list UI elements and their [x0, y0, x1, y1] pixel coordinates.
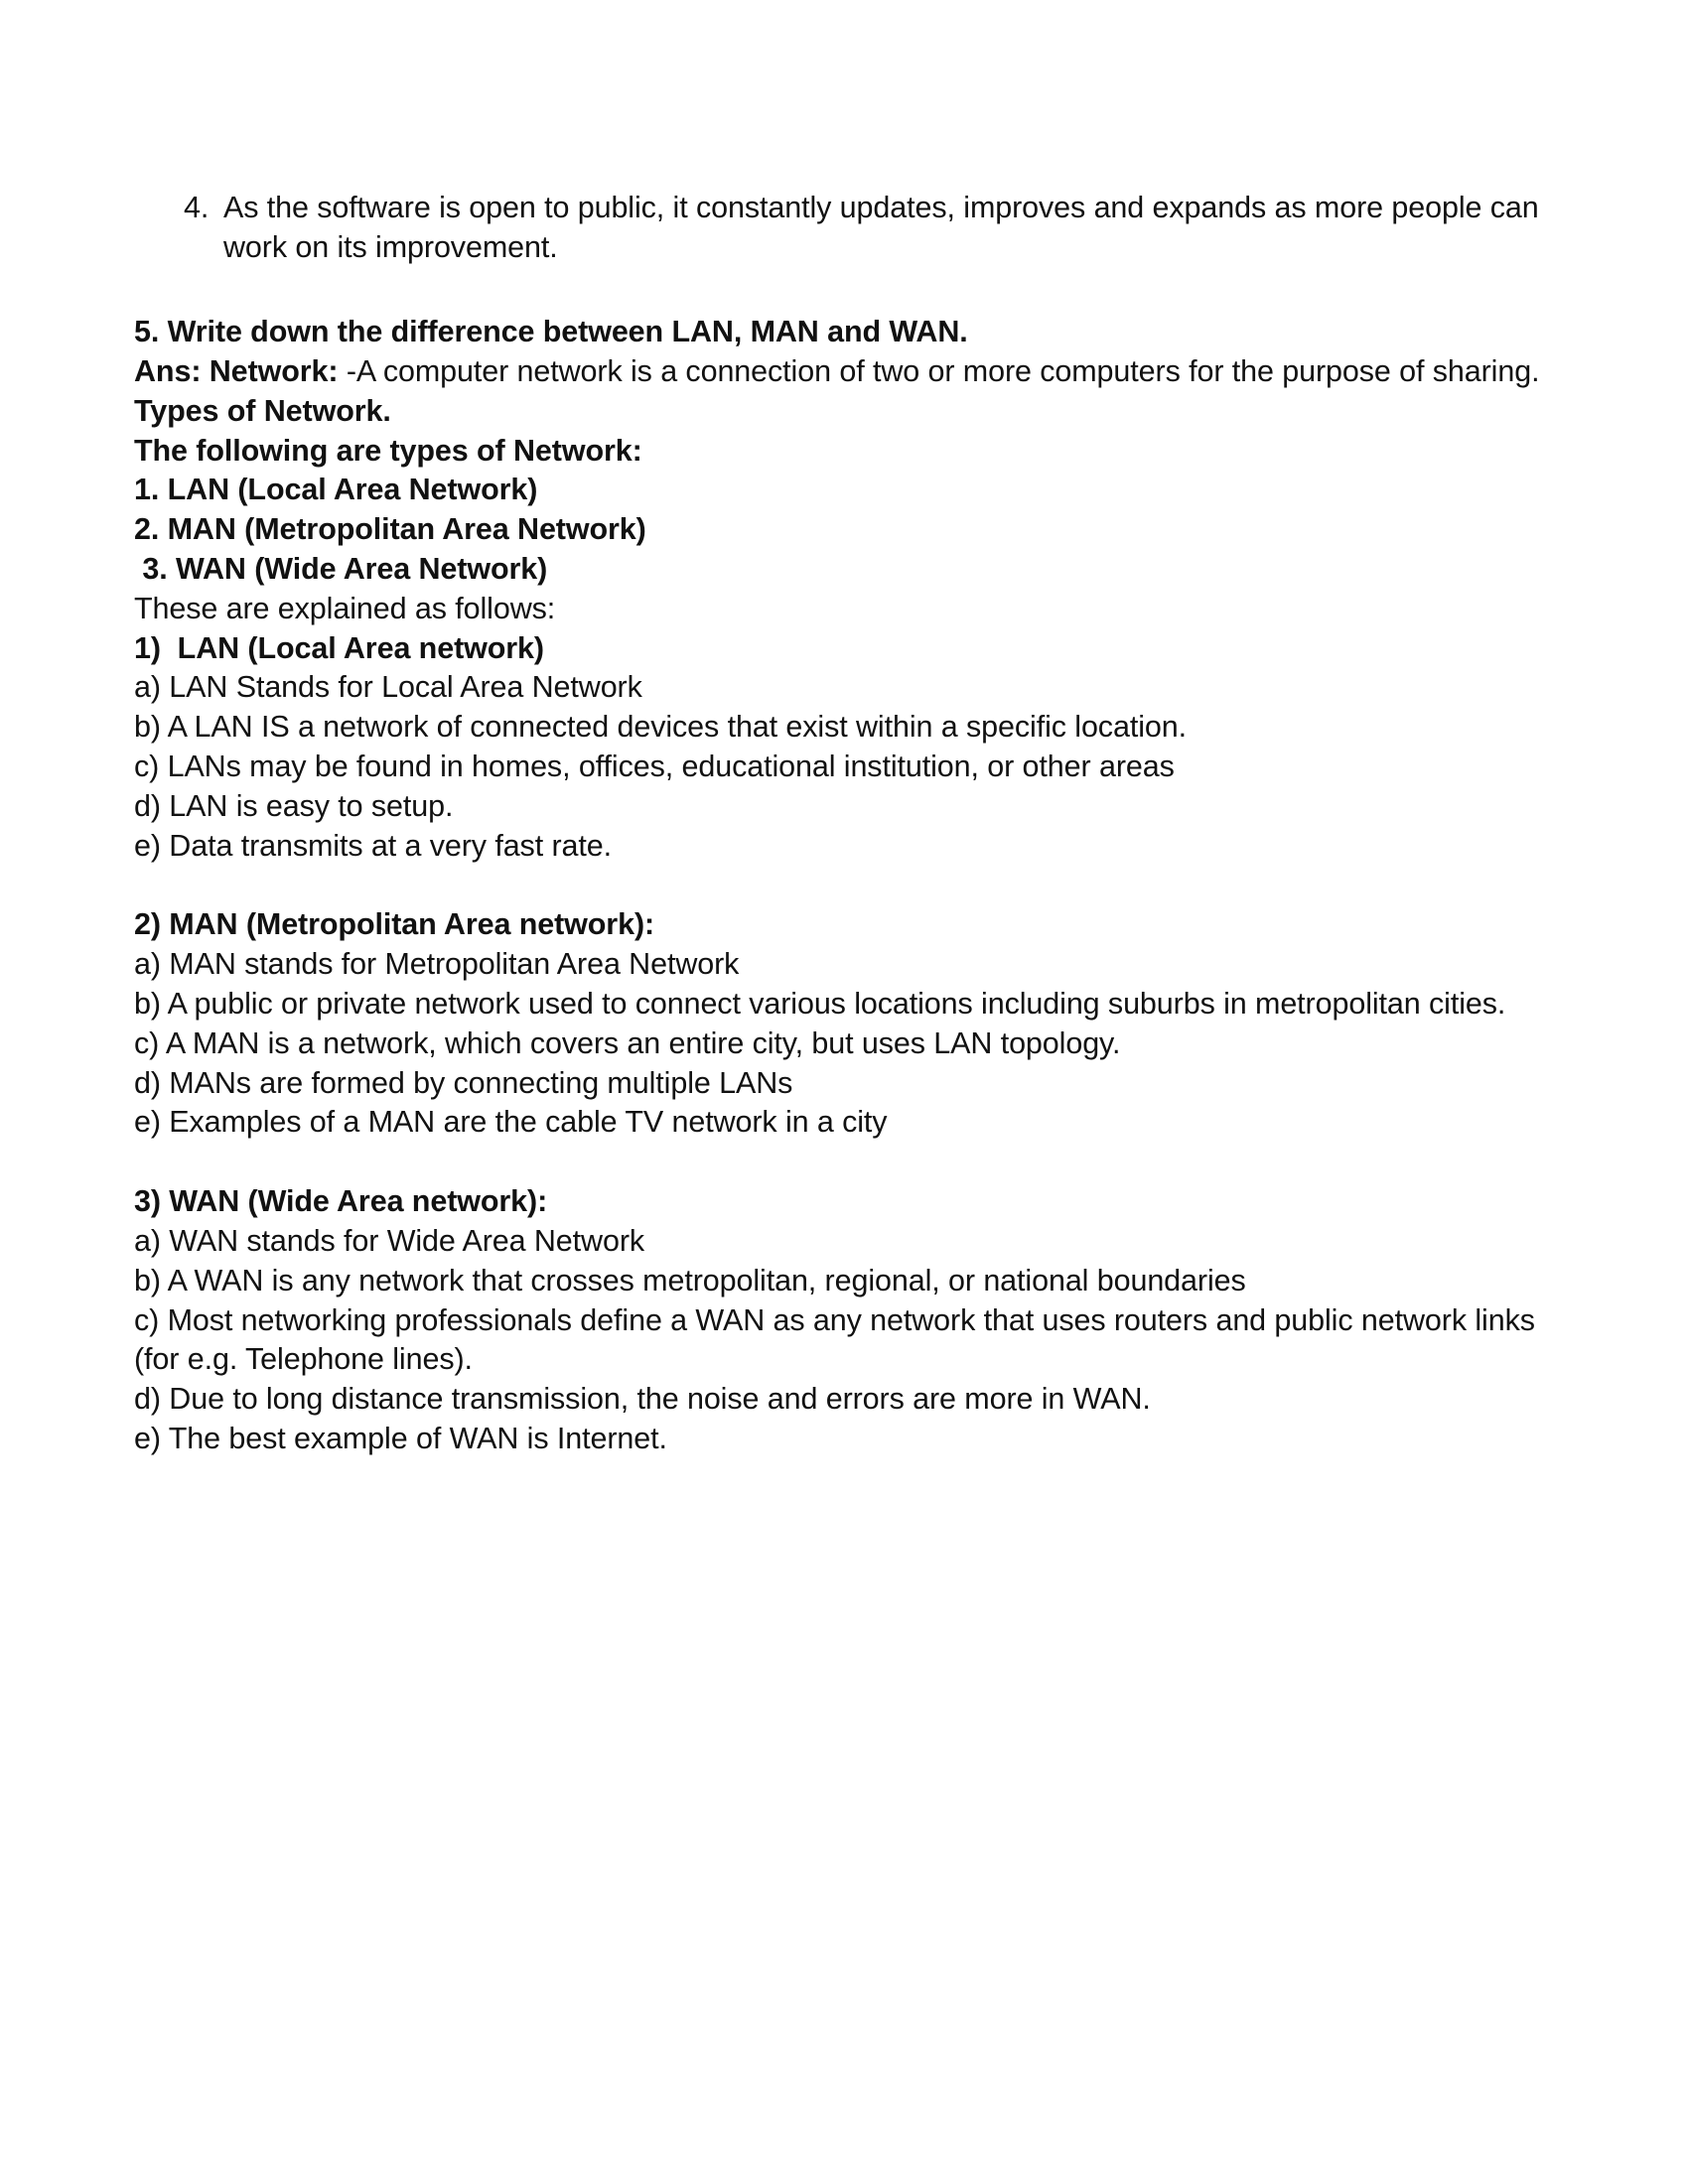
- section-point: e) Examples of a MAN are the cable TV network in a city: [134, 1105, 888, 1140]
- section-point: d) Due to long distance transmission, the noise and errors are more in WAN.: [134, 1382, 1151, 1417]
- network-type-item: 3. WAN (Wide Area Network): [134, 552, 548, 587]
- section-point: c) LANs may be found in homes, offices, educational institution, or other areas: [134, 750, 1175, 784]
- section-heading: 2) MAN (Metropolitan Area network):: [134, 907, 655, 942]
- section-heading: 3) WAN (Wide Area network):: [134, 1184, 548, 1219]
- answer-label: Ans: Network:: [134, 354, 339, 389]
- section-point: c) A MAN is a network, which covers an entire city, but uses LAN topology.: [134, 1025, 1121, 1060]
- explained-intro: These are explained as follows:: [134, 591, 556, 625]
- document-body: [134, 189, 1554, 1459]
- list-item-text: As the software is open to public, it constantly updates, improves and expands as more people can work on its improvement.: [223, 191, 1539, 264]
- section-heading: 1) LAN (Local Area network): [134, 630, 544, 665]
- section-man: [134, 905, 1554, 1143]
- section-point: a) LAN Stands for Local Area Network: [134, 670, 642, 705]
- section-point: d) MANs are formed by connecting multiple LANs: [134, 1065, 793, 1100]
- section-wan: [134, 1182, 1554, 1459]
- question-heading: 5. Write down the difference between LAN, MAN and WAN.: [134, 315, 968, 349]
- network-type-item: 1. LAN (Local Area Network): [134, 473, 538, 507]
- section-point: e) Data transmits at a very fast rate.: [134, 828, 612, 863]
- network-type-item: 2. MAN (Metropolitan Area Network): [134, 512, 646, 547]
- section-point: c) Most networking professionals define a WAN as any network that uses routers and public network links (for e.g. Telephone lines).: [134, 1302, 1544, 1377]
- section-lan: [134, 629, 1554, 867]
- answer-definition-text: -A computer network is a connection of two or more computers for the purpose of sharing.: [338, 354, 1540, 389]
- list-item: [184, 189, 1554, 267]
- section-point: d) LAN is easy to setup.: [134, 788, 454, 823]
- spacer: [134, 1143, 1554, 1182]
- spacer: [134, 267, 1554, 313]
- types-heading: Types of Network.: [134, 393, 391, 428]
- section-point: b) A LAN IS a network of connected devices that exist within a specific location.: [134, 710, 1187, 745]
- section-point: b) A public or private network used to connect various locations including suburbs in metropolitan cities.: [134, 987, 1506, 1022]
- section-point: b) A WAN is any network that crosses metropolitan, regional, or national boundaries: [134, 1263, 1246, 1297]
- list-item-marker: 4.: [184, 191, 210, 224]
- answer-definition: [134, 352, 1554, 392]
- section-point: a) MAN stands for Metropolitan Area Network: [134, 947, 740, 982]
- spacer: [134, 866, 1554, 905]
- section-point: a) WAN stands for Wide Area Network: [134, 1224, 645, 1259]
- section-point: e) The best example of WAN is Internet.: [134, 1422, 667, 1455]
- following-heading: The following are types of Network:: [134, 433, 642, 468]
